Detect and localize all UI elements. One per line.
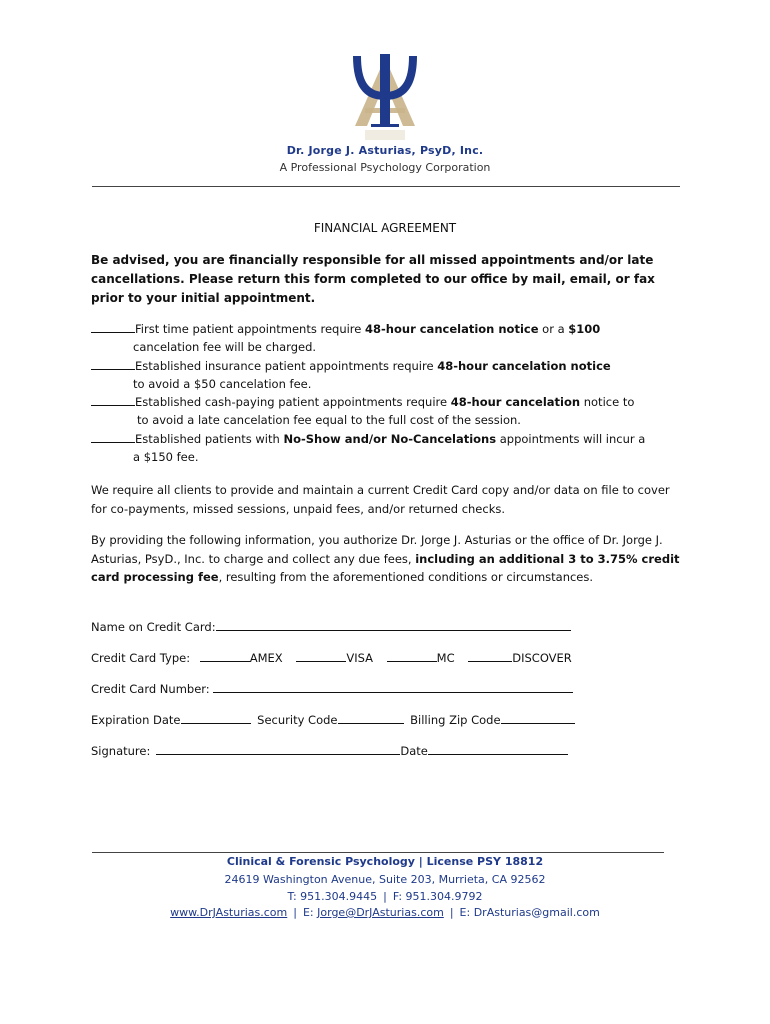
term-continuation: a $150 fee.: [133, 450, 199, 465]
footer-contacts: www.DrJAsturias.com | E: Jorge@DrJAsturias.com | E: DrAsturias@gmail.com: [170, 906, 600, 919]
firm-subtitle: A Professional Psychology Corporation: [279, 161, 491, 174]
term-item-2: [91, 357, 691, 394]
initial-blank[interactable]: [91, 357, 135, 370]
email-drasturias: DrAsturias@gmail.com: [473, 906, 600, 919]
auth-text: By providing the following information, you authorize Dr. Jorge J. Asturias or the office of Dr. Jorge J. Asturias, PsyD., Inc. to charge and collect any due fees,: [91, 533, 663, 566]
expiration-label: Expiration Date: [91, 713, 181, 727]
term-text: appointments will incur a: [496, 431, 646, 446]
term-continuation: to avoid a late cancelation fee equal to the full cost of the session.: [137, 413, 521, 428]
initial-blank[interactable]: [91, 393, 135, 406]
terms-list: [91, 320, 691, 466]
discover-blank[interactable]: [468, 650, 512, 662]
term-text: or a: [538, 322, 569, 336]
term-text: Established insurance patient appointments require: [135, 358, 438, 373]
term-text: notice to: [580, 395, 635, 410]
footer-divider: [92, 852, 664, 853]
signature-row: [91, 743, 568, 758]
discover-option: DISCOVER: [512, 651, 572, 665]
term-text: First time patient appointments require: [135, 322, 366, 336]
signature-label: Signature:: [91, 744, 151, 758]
initial-blank[interactable]: [91, 320, 135, 333]
website-link[interactable]: www.DrJAsturias.com: [170, 906, 288, 919]
security-code-field[interactable]: [338, 712, 404, 724]
term-item-4: [91, 430, 691, 467]
expiration-field[interactable]: [181, 712, 251, 724]
initial-blank[interactable]: [91, 430, 135, 443]
mc-option: MC: [436, 651, 455, 665]
firm-name: Dr. Jorge J. Asturias, PsyD, Inc.: [286, 144, 484, 157]
term-bold: No-Show and/or No-Cancelations: [283, 431, 497, 446]
term-bold: 48-hour cancelation: [450, 395, 581, 410]
card-type-label: Credit Card Type:: [91, 651, 191, 665]
email-label: E:: [302, 906, 314, 919]
header-divider: [92, 186, 680, 187]
name-row: [91, 619, 571, 634]
term-bold: $100: [568, 322, 601, 336]
authorization-paragraph: [91, 531, 681, 587]
document-title: FINANCIAL AGREEMENT: [313, 221, 457, 235]
psi-logo-icon: [345, 48, 425, 144]
term-text: Established cash-paying patient appointments require: [135, 395, 451, 410]
footer-fax: F: 951.304.9792: [392, 890, 483, 903]
date-label: Date: [400, 744, 428, 758]
auth-bold: including an additional 3 to 3.75% credit card processing fee: [91, 551, 680, 584]
billing-zip-label: Billing Zip Code: [410, 713, 501, 727]
amex-blank[interactable]: [200, 650, 250, 662]
footer-license: Clinical & Forensic Psychology | License PSY 18812: [226, 855, 544, 868]
term-continuation: cancelation fee will be charged.: [133, 340, 317, 355]
name-field[interactable]: [216, 619, 571, 631]
footer-address: 24619 Washington Avenue, Suite 203, Murrieta, CA 92562: [224, 873, 546, 886]
card-number-field[interactable]: [213, 681, 573, 693]
auth-text: , resulting from the aforementioned conditions or circumstances.: [218, 570, 594, 584]
term-item-3: [91, 393, 691, 430]
billing-zip-field[interactable]: [501, 712, 575, 724]
visa-option: VISA: [346, 651, 373, 665]
card-number-label: Credit Card Number:: [91, 682, 210, 696]
date-field[interactable]: [428, 743, 568, 755]
term-continuation: to avoid a $50 cancelation fee.: [133, 376, 312, 391]
email-link-jorge[interactable]: Jorge@DrJAsturias.com: [317, 906, 444, 919]
credit-card-requirement: We require all clients to provide and maintain a current Credit Card copy and/or data on file to cover for co-payments, missed sessions, unpaid fees, and/or returned checks.: [91, 483, 670, 516]
expiration-row: [91, 712, 575, 727]
advise-notice: Be advised, you are financially responsible for all missed appointments and/or late cancellations. Please return this form completed to our office by mail, email, or fax prior to your initial appointment.: [91, 253, 655, 305]
amex-option: AMEX: [249, 651, 283, 665]
signature-field[interactable]: [156, 743, 400, 755]
term-text: Established patients with: [135, 431, 284, 446]
visa-blank[interactable]: [296, 650, 346, 662]
email-label: E:: [459, 906, 471, 919]
footer-phone: T: 951.304.9445: [287, 890, 378, 903]
term-bold: 48-hour cancelation notice: [365, 322, 539, 336]
card-number-row: [91, 681, 573, 696]
security-code-label: Security Code: [257, 713, 338, 727]
term-bold: 48-hour cancelation notice: [437, 358, 611, 373]
name-label: Name on Credit Card:: [91, 620, 216, 634]
term-item-1: [91, 320, 691, 357]
mc-blank[interactable]: [387, 650, 437, 662]
footer-phone-fax: T: 951.304.9445 | F: 951.304.9792: [287, 890, 483, 903]
card-type-row: [91, 650, 572, 665]
